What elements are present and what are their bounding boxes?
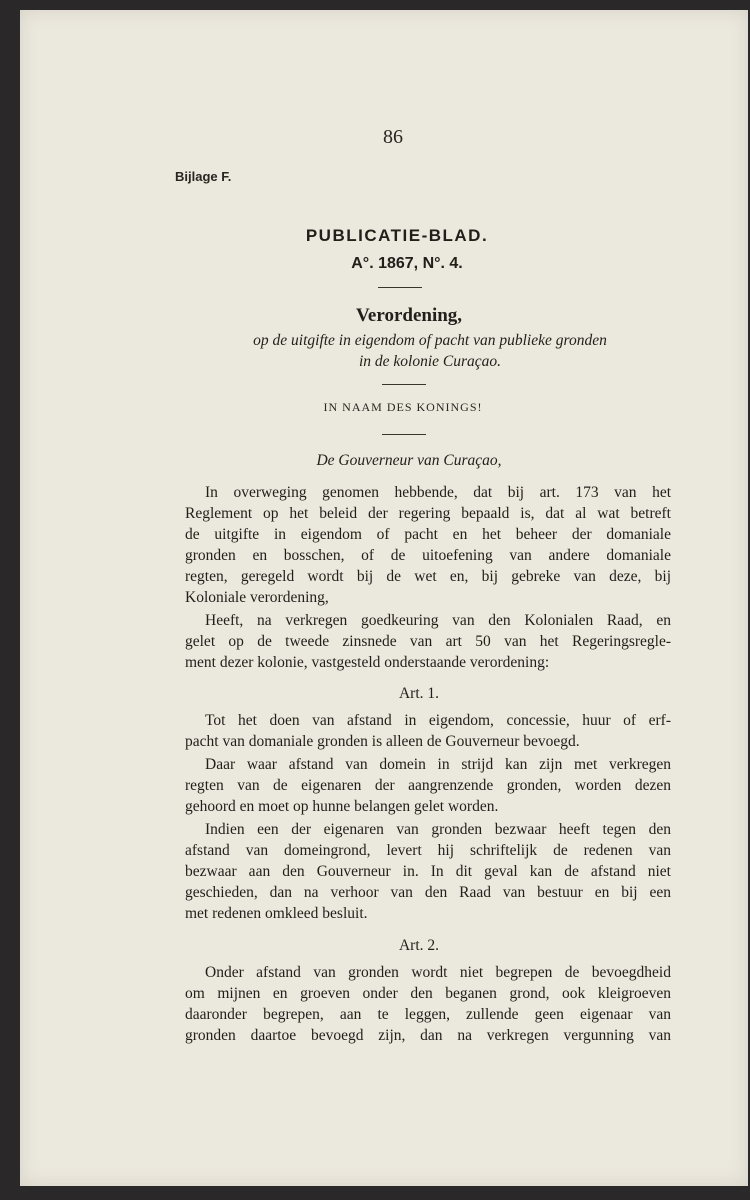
- text-line: de uitgifte in eigendom of pacht en het beheer der domaniale: [185, 526, 671, 543]
- text-line: regten, geregeld wordt bij de wet en, bij gebreke van deze, bij: [185, 568, 671, 585]
- publication-title: PUBLICATIE-BLAD.: [305, 226, 489, 245]
- text-line: Daar waar afstand van domein in strijd kan zijn met verkregen: [205, 756, 671, 773]
- divider-rule: [378, 287, 422, 288]
- text-line: Indien een der eigenaren van gronden bezwaar heeft tegen den: [205, 821, 671, 838]
- appendix-label: Bijlage F.: [175, 169, 232, 184]
- subtitle-line: in de kolonie Curaçao.: [358, 353, 502, 370]
- text-line: pacht van domaniale gronden is alleen de Gouverneur bevoegd.: [185, 733, 580, 750]
- article-title: Art. 2.: [398, 937, 440, 954]
- article-title: Art. 1.: [398, 685, 440, 702]
- text-line: In overweging genomen hebbende, dat bij art. 173 van het: [205, 484, 671, 501]
- text-line: met redenen omkleed besluit.: [185, 905, 368, 922]
- text-line: afstand van domeingrond, levert hij schriftelijk de redenen van: [185, 842, 671, 859]
- text-line: om mijnen en groeven onder den beganen grond, ook kleigroeven: [185, 985, 671, 1002]
- text-line: regten van de eigenaren der aangrenzende gronden, worden dezen: [185, 777, 671, 794]
- text-line: daaronder begrepen, aan te leggen, zullende geen eigenaar van: [185, 1006, 671, 1023]
- text-line: geschieden, dan na verhoor van den Raad van bestuur en bij een: [185, 884, 671, 901]
- text-line: ment dezer kolonie, vastgesteld onderstaande verordening:: [185, 654, 550, 671]
- issuer-line: De Gouverneur van Curaçao,: [316, 452, 502, 469]
- text-line: bezwaar aan den Gouverneur in. In dit geval kan de afstand niet: [185, 863, 671, 880]
- publication-issue: A°. 1867, N°. 4.: [351, 255, 463, 272]
- text-line: Heeft, na verkregen goedkeuring van den Kolonialen Raad, en: [205, 612, 671, 629]
- text-line: Onder afstand van gronden wordt niet begrepen de bevoegdheid: [205, 964, 671, 981]
- divider-rule: [382, 384, 426, 385]
- text-line: gelet op de tweede zinsnede van art 50 van het Regeringsregle-: [185, 633, 671, 650]
- subtitle-line: op de uitgifte in eigendom of pacht van publieke gronden: [253, 332, 607, 349]
- document-page: [20, 10, 748, 1186]
- text-line: gehoord en moet op hunne belangen gelet worden.: [185, 798, 499, 815]
- text-line: Tot het doen van afstand in eigendom, concessie, huur of erf-: [205, 712, 671, 729]
- text-line: gronden daartoe bevoegd zijn, dan na verkregen vergunning van: [185, 1027, 671, 1044]
- text-line: gronden en bosschen, of de uitoefening van andere domaniale: [185, 547, 671, 564]
- text-line: Reglement op het beleid der regering bepaald is, dat al wat betreft: [185, 505, 671, 522]
- page-number: 86: [383, 126, 403, 148]
- divider-rule: [382, 434, 426, 435]
- invocation: IN NAAM DES KONINGS!: [323, 400, 483, 414]
- document-heading: Verordening,: [355, 305, 463, 326]
- text-line: Koloniale verordening,: [185, 589, 329, 606]
